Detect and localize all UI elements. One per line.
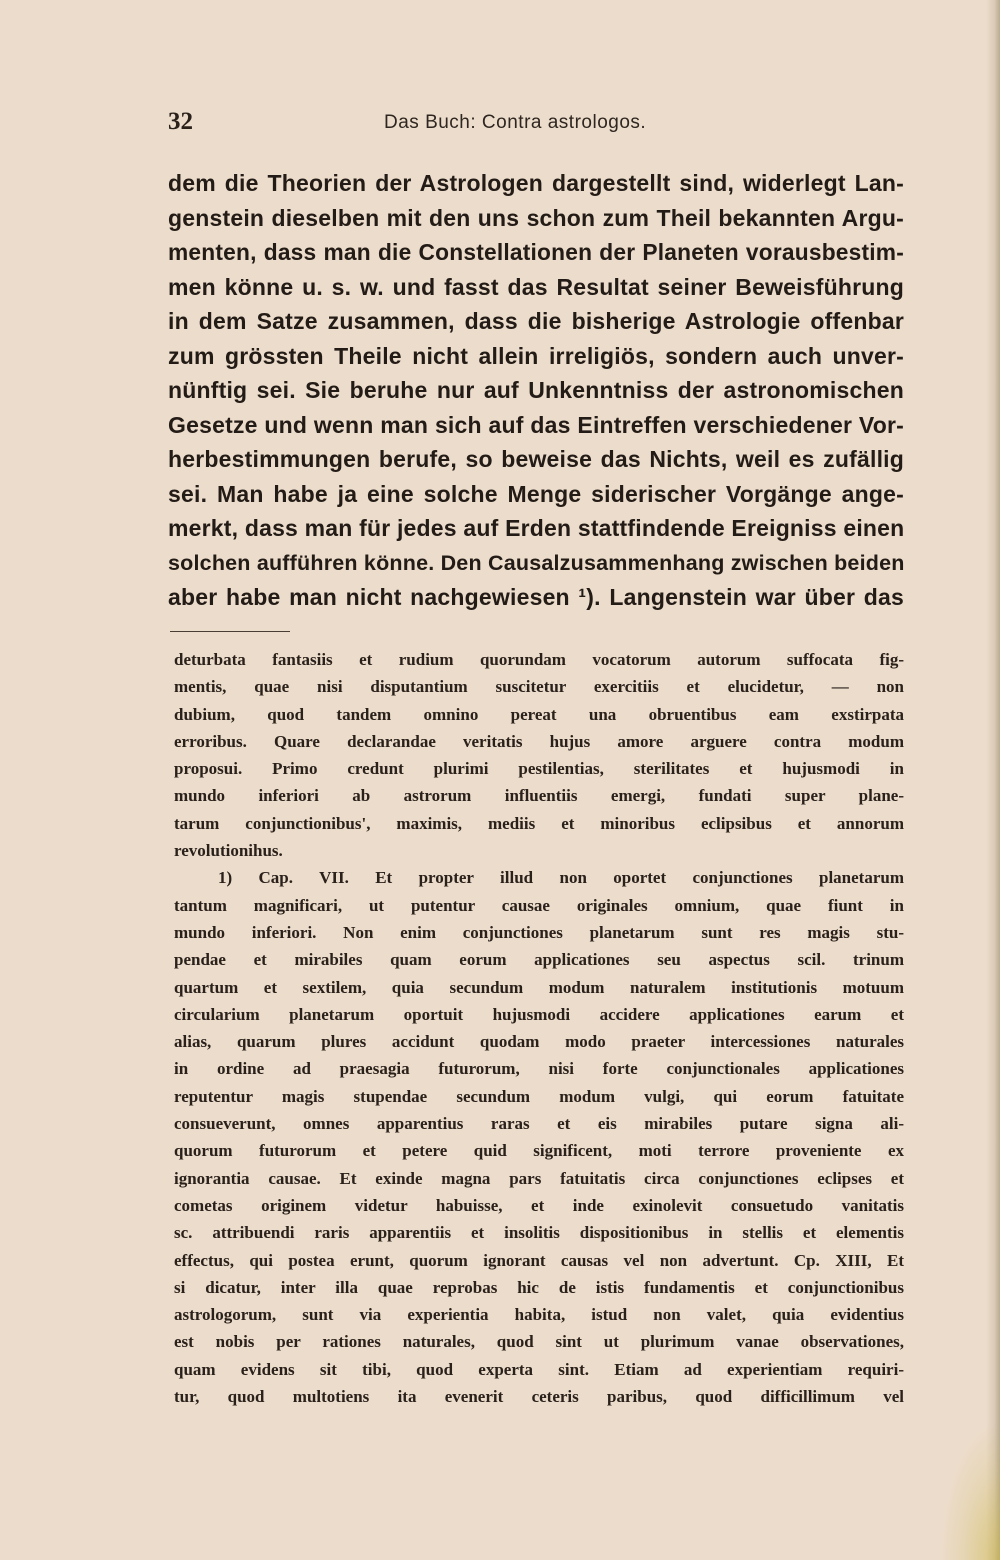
footnote-line: mundo inferiori ab astrorum influentiis emergi, fundati super plane-: [174, 786, 904, 806]
footnote-line: consueverunt, omnes apparentius raras et eis mirabiles putare signa ali-: [174, 1114, 904, 1134]
body-line: sei. Man habe ja eine solche Menge siderischer Vorgänge ange-: [168, 480, 904, 507]
body-line: nünftig sei. Sie beruhe nur auf Unkenntniss der astronomischen: [168, 377, 904, 403]
body-line: aber habe man nicht nachgewiesen ¹). Langenstein war über das: [168, 584, 904, 610]
footnote-line: dubium, quod tandem omnino pereat una obruentibus eam exstirpata: [174, 704, 904, 724]
body-line: genstein dieselben mit den uns schon zum Theil bekannten Argu-: [168, 204, 904, 231]
corner-stain: [940, 1420, 1000, 1560]
body-line: dem die Theorien der Astrologen dargestellt sind, widerlegt Lan-: [168, 170, 904, 196]
footnote-line: tantum magnificari, ut putentur causae originales omnium, quae fiunt in: [174, 895, 904, 915]
footnote-line: deturbata fantasiis et rudium quorundam vocatorum autorum suffocata fig-: [174, 650, 904, 669]
body-line: solchen aufführen könne. Den Causalzusammenhang zwischen beiden: [168, 550, 905, 575]
footnote-line: tarum conjunctionibus', maximis, mediis et minoribus eclipsibus et annorum: [174, 813, 904, 833]
footnote-line: sc. attribuendi raris apparentiis et insolitis dispositionibus in stellis et elementis: [174, 1223, 904, 1243]
body-line: herbestimmungen berufe, so beweise das Nichts, weil es zufällig: [168, 446, 904, 472]
footnote-line: in ordine ad praesagia futurorum, nisi forte conjunctionales applicationes: [174, 1059, 904, 1079]
footnote-line: quam evidens sit tibi, quod experta sint. Etiam ad experientiam requiri-: [174, 1359, 904, 1379]
running-head: Das Buch: Contra astrologos.: [384, 112, 647, 133]
page-edge-shadow: [986, 0, 1000, 1560]
footnote-line: ignorantia causae. Et exinde magna pars fatuitatis circa conjunctiones eclipses et: [174, 1168, 904, 1188]
body-line: men könne u. s. w. und fasst das Resultat seiner Beweisführung: [168, 273, 904, 300]
footnote-line: quorum futurorum et petere quid significent, moti terrore proveniente ex: [174, 1141, 904, 1161]
body-line: in dem Satze zusammen, dass die bisherige Astrologie offenbar: [168, 308, 904, 334]
footnote-line: pendae et mirabiles quam eorum applicationes seu aspectus scil. trinum: [174, 950, 904, 970]
footnote-line: mentis, quae nisi disputantium suscitetur exercitiis et elucidetur, — non: [174, 677, 904, 697]
footnote-divider: [170, 631, 290, 632]
footnote-line: reputentur magis stupendae secundum modum vulgi, qui eorum fatuitate: [174, 1086, 904, 1106]
footnote-line: effectus, qui postea erunt, quorum ignorant causas vel non advertunt. Cp. XIII, Et: [174, 1250, 904, 1270]
footnote-line: cometas originem videtur habuisse, et inde exinolevit consuetudo vanitatis: [174, 1195, 904, 1215]
body-line: merkt, dass man für jedes auf Erden stattfindende Ereigniss einen: [168, 515, 905, 541]
footnote-line: erroribus. Quare declarandae veritatis hujus amore arguere contra modum: [174, 731, 904, 751]
body-line: menten, dass man die Constellationen der Planeten vorausbestim-: [168, 239, 904, 265]
footnote-line: astrologorum, sunt via experientia habita, istud non valet, quia evidentius: [174, 1305, 904, 1325]
page-header: [168, 108, 908, 148]
footnote-line: mundo inferiori. Non enim conjunctiones planetarum sunt res magis stu-: [174, 922, 904, 942]
footnote-line: proposui. Primo credunt plurimi pestilentias, sterilitates et hujusmodi in: [174, 759, 904, 779]
footnotes: [174, 646, 904, 1410]
footnote-line: tur, quod multotiens ita evenerit ceteris paribus, quod difficillimum vel: [174, 1387, 904, 1407]
footnote-line: si dicatur, inter illa quae reprobas hic de istis fundamentis et conjunctionibus: [174, 1277, 904, 1297]
main-text: [168, 166, 904, 615]
footnote-line: est nobis per rationes naturales, quod sint ut plurimum vanae observationes,: [174, 1332, 904, 1352]
footnote-line: 1) Cap. VII. Et propter illud non oportet conjunctiones planetarum: [218, 868, 904, 888]
page-number: 32: [168, 108, 193, 135]
body-line: Gesetze und wenn man sich auf das Eintreffen verschiedener Vor-: [168, 411, 904, 438]
footnote-line: revolutionihus.: [174, 841, 283, 861]
footnote-line: circularium planetarum oportuit hujusmodi accidere applicationes earum et: [174, 1004, 904, 1024]
body-line: zum grössten Theile nicht allein irreligiös, sondern auch unver-: [168, 342, 904, 369]
footnote-line: alias, quarum plures accidunt quodam modo praeter intercessiones naturales: [174, 1032, 904, 1052]
footnote-line: quartum et sextilem, quia secundum modum naturalem institutionis motuum: [174, 977, 904, 997]
